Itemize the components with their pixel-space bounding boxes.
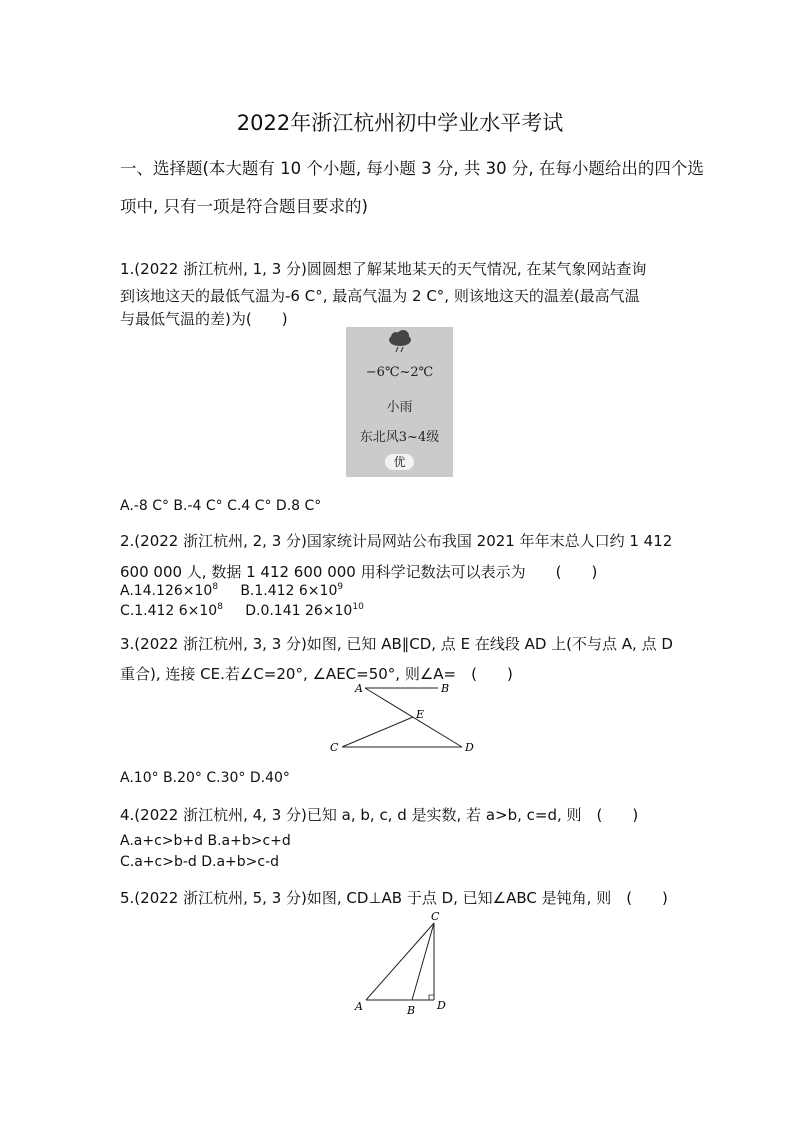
q2-options-row2 (120, 602, 364, 619)
exam-title: 2022年浙江杭州初中学业水平考试 (236, 111, 564, 135)
q5-label-d: D (437, 999, 446, 1012)
q3-label-d: D (465, 741, 474, 754)
q3-label-c: C (330, 741, 339, 754)
weather-card (346, 327, 453, 477)
q2-option-b: B.1.412 $6\times 10^9$ (240, 582, 344, 599)
q3-line2: 重合), 连接 CE.若∠C=20°, ∠AEC=50°, 则∠A= ( ) (120, 665, 513, 683)
q3-segment-ce (342, 717, 413, 747)
q5-segment-ac (366, 923, 434, 1000)
q1-options: A.-8 C° B.-4 C° C.4 C° D.8 C° (120, 498, 322, 514)
q5-line1: 5.(2022 浙江杭州, 5, 3 分)如图, CD⊥AB 于点 D, 已知∠ABC 是钝角, 则 ( ) (120, 889, 668, 907)
q3-label-b: B (441, 682, 450, 695)
q2-line1: 2.(2022 浙江杭州, 2, 3 分)国家统计局网站公布我国 2021 年年末总人口约 1 412 (120, 532, 673, 550)
weather-condition: 小雨 (386, 400, 413, 415)
q2-option-c: C.1.412 $6\times 10^8$ (120, 602, 223, 619)
q5-label-c: C (431, 910, 440, 923)
weather-wind: 东北风3~4级 (359, 430, 440, 445)
q3-segment-ad (365, 688, 462, 747)
air-quality-badge: 优 (385, 454, 414, 470)
q5-figure (350, 908, 450, 1018)
q2-option-d: D.0.141 $26\times 10^{10}$ (245, 602, 364, 619)
section-heading-line2: 项中, 只有一项是符合题目要求的) (120, 197, 368, 216)
q3-label-a: A (355, 682, 363, 695)
q4-line1: 4.(2022 浙江杭州, 4, 3 分)已知 a, b, c, d 是实数, 若 a>b, c=d, 则 ( ) (120, 806, 639, 824)
q1-line1: 1.(2022 浙江杭州, 1, 3 分)圆圆想了解某地某天的天气情况, 在某气象网站查询 (120, 260, 647, 278)
q1-line3: 与最低气温的差)为( ) (120, 310, 288, 328)
q5-right-angle-mark (429, 995, 434, 1000)
q4-options-row1: A.a+c>b+d B.a+b>c+d (120, 833, 291, 849)
q3-line1: 3.(2022 浙江杭州, 3, 3 分)如图, 已知 AB∥CD, 点 E 在线段 AD 上(不与点 A, 点 D (120, 635, 673, 653)
q5-label-a: A (355, 1000, 363, 1013)
q2-line2: 600 000 人, 数据 1 412 600 000 用科学记数法可以表示为 ( ) (120, 563, 598, 581)
q4-options-row2: C.a+c>b-d D.a+b>c-d (120, 854, 280, 870)
q1-line2: 到该地这天的最低气温为-6 C°, 最高气温为 2 C°, 则该地这天的温差(最高气温 (120, 287, 640, 305)
q5-label-b: B (407, 1004, 416, 1017)
section-heading-line1: 一、选择题(本大题有 10 个小题, 每小题 3 分, 共 30 分, 在每小题给出的四个选 (120, 159, 704, 178)
q2-options-row1 (120, 582, 343, 599)
weather-temperature: −6℃~2℃ (365, 365, 434, 380)
q3-options: A.10° B.20° C.30° D.40° (120, 770, 290, 786)
q3-figure (320, 680, 480, 760)
rain-cloud-icon (386, 330, 414, 354)
q3-label-e: E (416, 708, 425, 721)
q2-option-a: $A.14.126\times 10^8$ (120, 582, 219, 599)
q5-segment-bc (412, 923, 434, 1000)
